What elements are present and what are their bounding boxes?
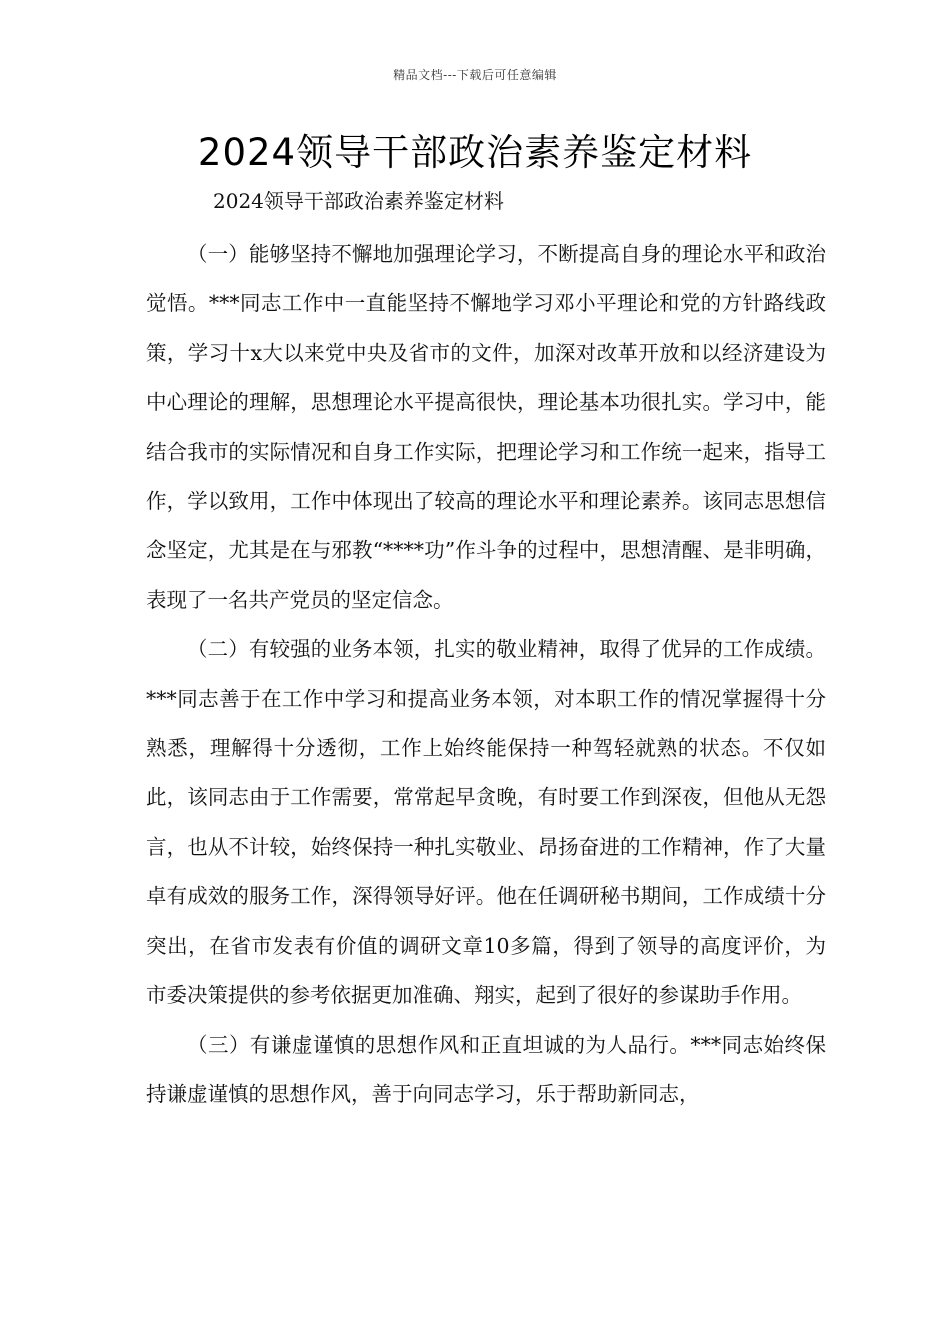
paragraph-1: （一）能够坚持不懈地加强理论学习，不断提高自身的理论水平和政治觉悟。***同志工作中一直能坚持不懈地学习邓小平理论和党的方针路线政策，学习十x大以来党中央及省市的文件，加深对改革开放和以经济建设为中心理论的理解，思想理论水平提高很快，理论基本功很扎实。学习中，能结合我市的实际情况和自身工作实际，把理论学习和工作统一起来，指导工作，学以致用，工作中体现出了较高的理论水平和理论素养。该同志思想信念坚定，尤其是在与邪教“****功”作斗争的过程中，思想清醒、是非明确，表现了一名共产党员的坚定信念。	[146, 242, 826, 612]
document-subtitle: 2024领导干部政治素养鉴定材料	[213, 189, 504, 213]
paragraph-3: （三）有谦虚谨慎的思想作风和正直坦诚的为人品行。***同志始终保持谦虚谨慎的思想作风，善于向同志学习，乐于帮助新同志，	[146, 1032, 826, 1106]
document-title: 2024领导干部政治素养鉴定材料	[197, 131, 753, 174]
header-note: 精品文档---下载后可任意编辑	[393, 68, 557, 82]
paragraph-2: （二）有较强的业务本领，扎实的敬业精神，取得了优异的工作成绩。***同志善于在工作中学习和提高业务本领，对本职工作的情况掌握得十分熟悉，理解得十分透彻，工作上始终能保持一种驾轻就熟的状态。不仅如此，该同志由于工作需要，常常起早贪晚，有时要工作到深夜，但他从无怨言，也从不计较，始终保持一种扎实敬业、昂扬奋进的工作精神，作了大量卓有成效的服务工作，深得领导好评。他在任调研秘书期间，工作成绩十分突出，在省市发表有价值的调研文章10多篇，得到了领导的高度评价，为市委决策提供的参考依据更加准确、翔实，起到了很好的参谋助手作用。	[146, 637, 826, 1008]
document-body	[146, 230, 826, 1119]
